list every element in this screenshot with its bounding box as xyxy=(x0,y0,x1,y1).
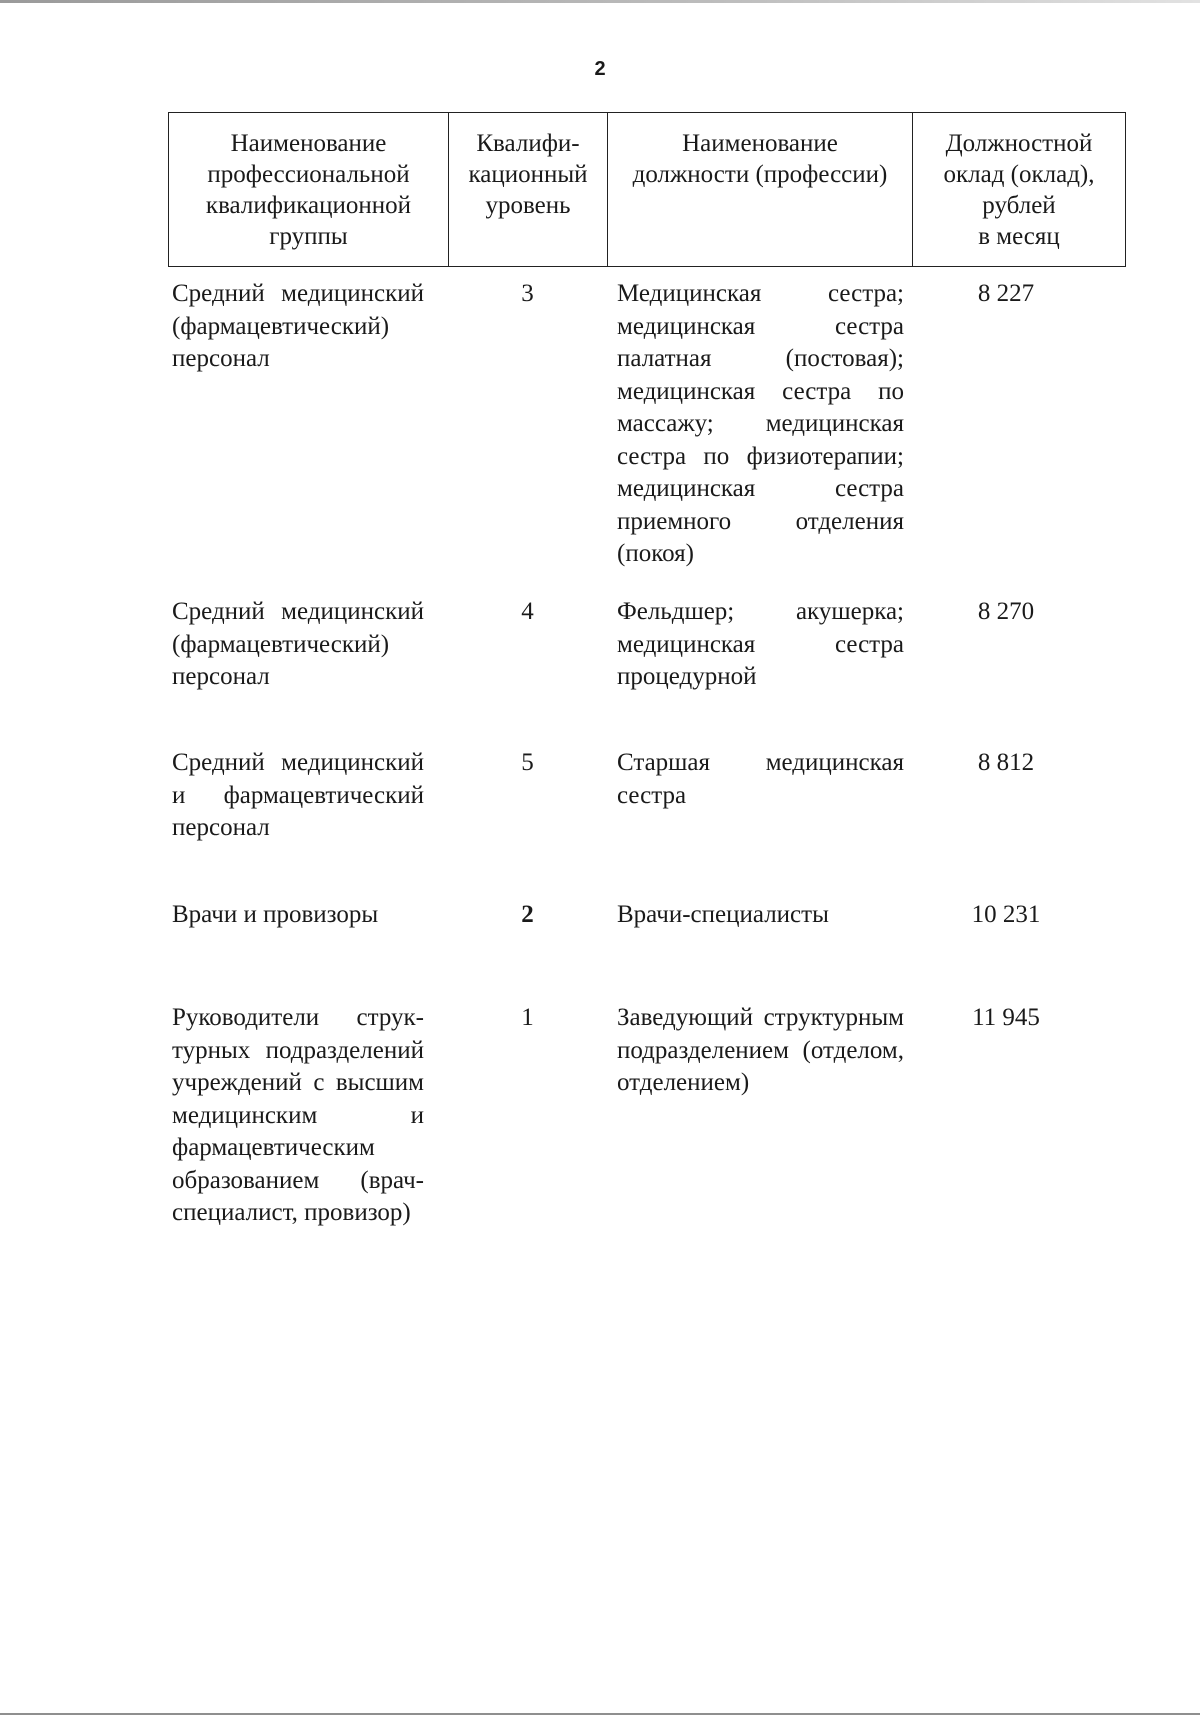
table-row xyxy=(172,278,1124,596)
table-body xyxy=(172,278,1124,1230)
header-title-line: Наименование xyxy=(682,130,838,157)
salary-cell: 8 270 xyxy=(977,598,1035,625)
position-cell: Фельдшер; акушерка; медицинская сестра процедурной xyxy=(617,598,904,690)
position-cell: Заведующий структурным подразделением (отделом, отделением) xyxy=(617,1004,904,1096)
scan-edge-top xyxy=(0,0,1200,3)
position-cell: Медицинская сестра; медицинская сестра палатная (постовая); медицинская сестра по массажу; медицинская сестра по физиотерапии; медицинская сестра приемного отделения (покоя) xyxy=(617,280,904,567)
group-cell: Средний медицинский и фармацевтический персонал xyxy=(172,749,424,841)
level-cell: 1 xyxy=(521,1004,534,1031)
page-number: 2 xyxy=(594,58,606,80)
group-cell: Руководители структурных подразделений учреждений с высшим медицинским и фармацевтическим образованием (врач-специалист, провизор) xyxy=(172,1004,424,1226)
position-cell: Старшая медицинская сестра xyxy=(617,749,904,809)
header-salary-line: рублей xyxy=(982,192,1056,219)
header-level-line: Квалифи- xyxy=(476,130,580,157)
header-salary-line: в месяц xyxy=(978,223,1060,250)
group-cell: Средний медицинский (фармацевтический) персонал xyxy=(172,280,424,372)
header-group-line: квалификационной xyxy=(205,192,412,219)
header-level-line: уровень xyxy=(485,192,571,219)
group-cell: Врачи и провизоры xyxy=(172,901,379,928)
table-row xyxy=(172,1002,1124,1230)
salary-cell: 8 812 xyxy=(977,749,1035,776)
salary-cell: 8 227 xyxy=(977,280,1035,307)
table-row xyxy=(172,747,1124,899)
level-cell: 4 xyxy=(521,598,534,625)
header-group-line: группы xyxy=(269,223,348,250)
header-level-line: кационный xyxy=(468,161,588,188)
table-row xyxy=(172,899,1124,1002)
header-group-line: Наименование xyxy=(230,130,387,157)
table-row xyxy=(172,596,1124,747)
position-cell: Врачи-специалисты xyxy=(617,901,829,928)
header-level-cell xyxy=(449,113,608,266)
table-header xyxy=(168,112,1126,267)
level-cell: 5 xyxy=(521,749,534,776)
header-title-line: должности (профессии) xyxy=(632,161,888,188)
group-cell: Средний медицинский (фармацевтический) персонал xyxy=(172,598,424,690)
salary-cell: 10 231 xyxy=(971,901,1041,928)
header-group-line: профессиональной xyxy=(207,161,410,188)
header-group-cell xyxy=(169,113,449,266)
level-cell: 2 xyxy=(521,901,534,928)
header-salary-cell xyxy=(913,113,1125,266)
header-title-cell xyxy=(608,113,913,266)
header-salary-line: оклад (оклад), xyxy=(943,161,1095,188)
header-salary-line: Должностной xyxy=(945,130,1093,157)
level-cell: 3 xyxy=(521,280,534,307)
salary-cell: 11 945 xyxy=(972,1004,1040,1031)
